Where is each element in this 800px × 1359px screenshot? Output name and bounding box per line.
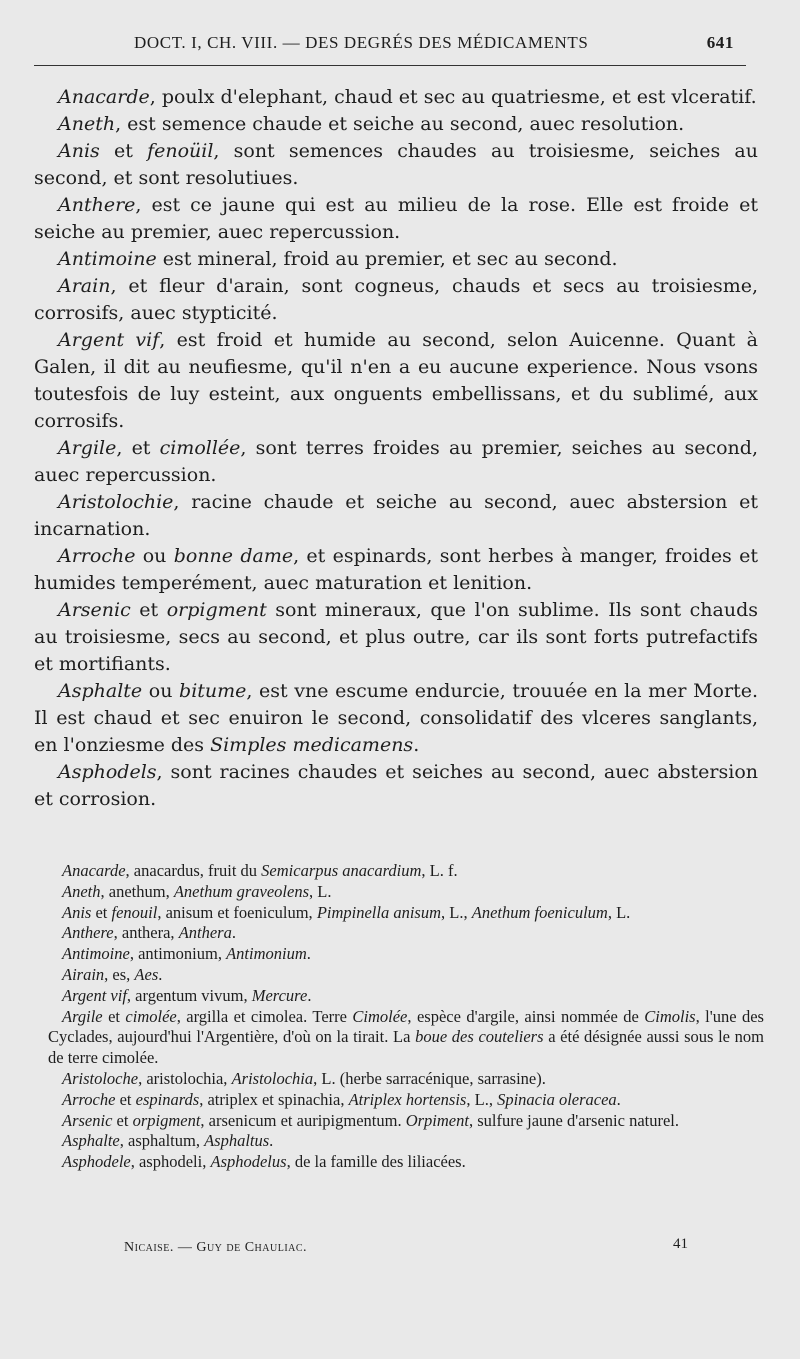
entry-paragraph	[34, 543, 758, 597]
footnote-term: Orpiment	[405, 1110, 469, 1130]
entry-text: , et espinards, sont herbes à manger, froides et humides temperément, auec maturation et lenition.	[34, 545, 758, 594]
entry-paragraph	[34, 192, 758, 246]
entry-paragraph	[34, 597, 758, 678]
entry-paragraph	[34, 273, 758, 327]
entry-connector: ou	[135, 545, 174, 567]
entry-term: Arsenic	[58, 599, 131, 621]
footnote-term: Aristolochia	[231, 1068, 314, 1088]
entry-text: , est vne escume endurcie, trouuée en la mer Morte. Il est chaud et sec enuiron le second, consolidatif des vlceres sanglants, en l'onziesme des	[34, 680, 758, 756]
footnote-term: Asphodelus	[210, 1152, 287, 1172]
footnote-text: et	[91, 902, 112, 922]
footnote-text: , anisum et foeniculum,	[157, 902, 317, 922]
footnote-text: , L.,	[466, 1089, 498, 1109]
footnote-term: Aneth	[62, 881, 101, 901]
entry-text: , sont racines chaudes et seiches au second, auec abstersion et corrosion.	[34, 761, 758, 810]
entry-text: , sont semences chaudes au troisiesme, seiches au second, et sont resolutiues.	[34, 140, 758, 189]
footnote-term: fenouil	[111, 902, 158, 922]
entry-text: , poulx d'elephant, chaud et sec au quatriesme, et est vlceratif.	[149, 86, 757, 108]
entry-paragraph	[34, 489, 758, 543]
footnote-text: , arsenicum et auripigmentum.	[200, 1110, 406, 1130]
footnote-term: Atriplex hortensis	[348, 1089, 467, 1109]
footnote-term: Cimolis	[644, 1006, 696, 1026]
entry-text: , sont terres froides au premier, seiches au second, auec repercussion.	[34, 437, 758, 486]
entry-term: bitume	[179, 680, 247, 702]
footnote	[48, 986, 764, 1007]
footnote-term: espinards	[135, 1089, 200, 1109]
footnote-text: .	[306, 944, 311, 964]
footnote-text: .	[158, 964, 163, 984]
footnote-term: cimolée	[125, 1006, 177, 1026]
entry-text: .	[413, 734, 420, 756]
entry-paragraph	[34, 84, 758, 111]
chapter-title: DOCT. I, CH. VIII. — DES DEGRÉS DES MÉDICAMENTS	[134, 33, 589, 52]
footnote-text: , es,	[104, 964, 135, 984]
entry-term: orpigment	[166, 599, 267, 621]
entry-connector: et	[130, 599, 167, 621]
footnote-text: , L.,	[441, 902, 472, 922]
footnote-term: Asphalte	[62, 1131, 120, 1151]
footnote-term: Asphaltus	[204, 1131, 270, 1151]
footnote	[48, 1069, 764, 1090]
entry-text: , racine chaude et seiche au second, auec abstersion et incarnation.	[34, 491, 758, 540]
entry-text: , est semence chaude et seiche au second, auec resolution.	[115, 113, 685, 135]
entry-paragraph	[34, 246, 758, 273]
footnote	[48, 1090, 764, 1111]
footnote-term: Cimolée	[352, 1006, 408, 1026]
footnote-term: Arroche	[62, 1089, 116, 1109]
footnote-term: Anethum foeniculum	[471, 902, 608, 922]
footnote-term: Aes	[134, 964, 159, 984]
entry-term: Argent vif	[58, 329, 160, 351]
entry-text: sont mineraux, que l'on sublime. Ils sont chauds au troisiesme, secs au second, et plus outre, car ils sont forts putrefactifs et mortifiants.	[34, 599, 758, 675]
footnote-text: , atriplex et spinachia,	[199, 1089, 349, 1109]
entry-term: Aristolochie	[58, 491, 174, 513]
footnote-text: , asphodeli,	[130, 1152, 211, 1172]
footnote	[48, 965, 764, 986]
main-text	[34, 84, 758, 813]
footnote	[48, 882, 764, 903]
footnote-text: , L.	[309, 881, 332, 901]
entry-text: , est froid et humide au second, selon Auicenne. Quant à Galen, il dit au neufiesme, qu'il n'en a eu aucune experience. Nous vsons toutesfois de luy esteint, aux onguents embellissans, et du sublimé, aux corrosifs.	[34, 329, 758, 432]
entry-paragraph	[34, 327, 758, 435]
footnote	[48, 1111, 764, 1132]
footnote-text: , argilla et cimolea. Terre	[176, 1006, 353, 1026]
entry-paragraph	[34, 111, 758, 138]
footnote-term: Spinacia oleracea	[497, 1089, 617, 1109]
entry-term: Arain	[58, 275, 111, 297]
entry-term: Asphalte	[58, 680, 143, 702]
footnote-term: Anacarde	[62, 861, 126, 880]
footnote-text: , argentum vivum,	[126, 985, 252, 1005]
footnote	[48, 944, 764, 965]
footnote-term: Argent vif	[62, 985, 127, 1005]
footnote-text: , antimonium,	[129, 944, 227, 964]
entry-term: Argile	[58, 437, 117, 459]
footnote-text: et	[102, 1006, 126, 1026]
footnote-text: , L. f.	[421, 861, 458, 880]
footnote-term: Mercure	[251, 985, 308, 1005]
footnote-text: , sulfure jaune d'arsenic naturel.	[468, 1110, 680, 1130]
entry-text: , est ce jaune qui est au milieu de la rose. Elle est froide et seiche au premier, auec repercussion.	[34, 194, 758, 243]
entry-term: Arroche	[58, 545, 136, 567]
footnote-text: , l'une des Cyclades, aujourd'hui l'Argentière, d'où on la tirait. La	[48, 1006, 764, 1047]
footnote-text: et	[115, 1089, 136, 1109]
entry-term: Anis	[58, 140, 100, 162]
footnote-text: , L. (herbe sarracénique, sarrasine).	[313, 1068, 546, 1088]
footnote-text: , de la famille des liliacées.	[286, 1152, 466, 1172]
entry-term: Antimoine	[58, 248, 157, 270]
entry-term: Asphodels	[58, 761, 157, 783]
footnote-term: Anethum graveolens	[173, 881, 310, 901]
footnote-term: Semicarpus anacardium	[261, 861, 422, 880]
footnote	[48, 1152, 764, 1173]
footnote-term: Antimonium	[226, 944, 307, 964]
footnote-term: Anis	[62, 902, 92, 922]
entry-connector: et	[99, 140, 148, 162]
entry-term: Simples medicamens	[210, 734, 414, 756]
entry-paragraph	[34, 435, 758, 489]
footnote-term: orpigment	[132, 1110, 201, 1130]
page-number: 641	[706, 33, 734, 52]
entry-text: est mineral, froid au premier, et sec au second.	[156, 248, 618, 270]
entry-paragraph	[34, 678, 758, 759]
sheet-number: 41	[673, 1236, 688, 1252]
footnote-text: , anethum,	[100, 881, 174, 901]
footnote-text: .	[616, 1089, 621, 1109]
footnote	[48, 1131, 764, 1152]
footnote-term: boue des couteliers	[415, 1027, 544, 1047]
entry-term: Anthere	[58, 194, 136, 216]
entry-connector: , et	[116, 437, 160, 459]
footnote-term: Antimoine	[62, 944, 130, 964]
footnote-term: Argile	[62, 1006, 103, 1026]
footnote-term: Airain	[62, 964, 105, 984]
footnote-term: Anthere	[62, 923, 114, 943]
footnote-text: , L.	[607, 902, 631, 922]
footnote	[48, 903, 764, 924]
entry-term: Anacarde	[58, 86, 150, 108]
footnote-text: , anacardus, fruit du	[125, 861, 262, 880]
footnote	[48, 1007, 764, 1069]
footnote	[48, 923, 764, 944]
footnote-term: Aristoloche	[62, 1068, 139, 1088]
signature-line: Nicaise. — Guy de Chauliac.	[124, 1240, 308, 1255]
footnote-text: a été désignée aussi sous le nom de terre cimolée.	[48, 1027, 764, 1068]
footnote-term: Arsenic	[62, 1110, 113, 1130]
footnote-text: , espèce d'argile, ainsi nommée de	[407, 1006, 645, 1026]
entry-paragraph	[34, 759, 758, 813]
footnote-text: .	[307, 985, 312, 1005]
entry-term: cimollée	[159, 437, 241, 459]
footnote-text: .	[269, 1131, 274, 1151]
footnote-text: et	[112, 1110, 133, 1130]
entry-term: bonne dame	[173, 545, 294, 567]
footnote-text: , asphaltum,	[119, 1131, 205, 1151]
entry-connector: ou	[142, 680, 180, 702]
entry-text: , et fleur d'arain, sont cogneus, chauds et secs au troisiesme, corrosifs, auec stypticité.	[34, 275, 758, 324]
footnote-text: .	[231, 923, 236, 943]
header-rule	[34, 65, 746, 66]
footnote	[48, 861, 764, 882]
footnote-term: Asphodele	[62, 1152, 131, 1172]
entry-term: Aneth	[58, 113, 116, 135]
entry-term: fenoüil	[147, 140, 214, 162]
footnotes	[48, 861, 764, 1173]
footnote-text: , anthera,	[113, 923, 179, 943]
entry-paragraph	[34, 138, 758, 192]
footnote-term: Anthera	[178, 923, 232, 943]
footnote-text: , aristolochia,	[138, 1068, 232, 1088]
footnote-term: Pimpinella anisum	[316, 902, 442, 922]
